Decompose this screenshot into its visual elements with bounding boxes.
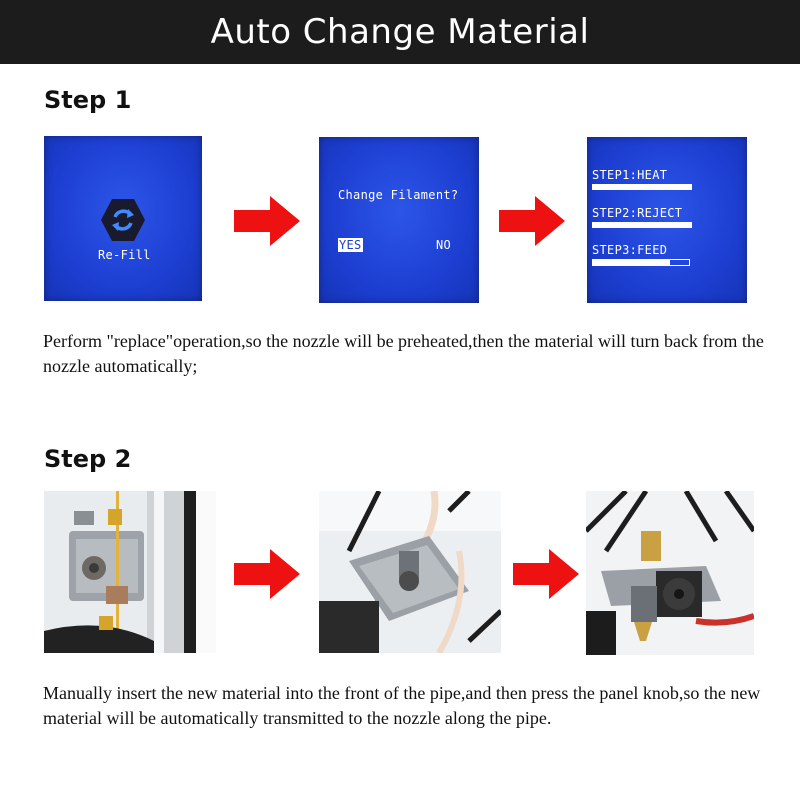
step1-title: Step 1 [44,86,132,114]
arrow-right-icon [513,549,579,599]
step-feed-label: STEP3:FEED [592,243,668,257]
step2-description: Manually insert the new material into the front of the pipe,and then press the panel knob,so the new material will be automatically transmitted to the nozzle along the pipe. [43,683,761,728]
step1-description: Perform "replace"operation,so the nozzle will be preheated,then the material will turn back from the nozzle automatically; [43,331,764,376]
filament-steps-screen [587,137,747,303]
yes-option: YES [339,238,362,252]
heat-progress-bar [592,184,692,190]
reject-progress-bar [592,222,692,228]
hotend-photo [586,491,754,655]
step-reject-label: STEP2:REJECT [592,206,683,220]
page-banner [0,0,800,64]
banner-title: Auto Change Material [210,12,590,52]
arrow-right-icon [499,196,565,246]
step-heat-label: STEP1:HEAT [592,168,668,182]
no-option: NO [436,238,452,252]
extruder-photo [44,491,216,653]
effector-photo [319,491,501,653]
feed-progress-bar [592,259,690,266]
change-filament-question: Change Filament? [338,188,459,202]
arrow-right-icon [234,549,300,599]
step2-title: Step 2 [44,445,132,473]
refresh-icon [99,196,147,244]
change-filament-screen [319,137,479,303]
refill-screen [44,136,202,301]
arrow-right-icon [234,196,300,246]
refill-label: Re-Fill [98,248,151,262]
